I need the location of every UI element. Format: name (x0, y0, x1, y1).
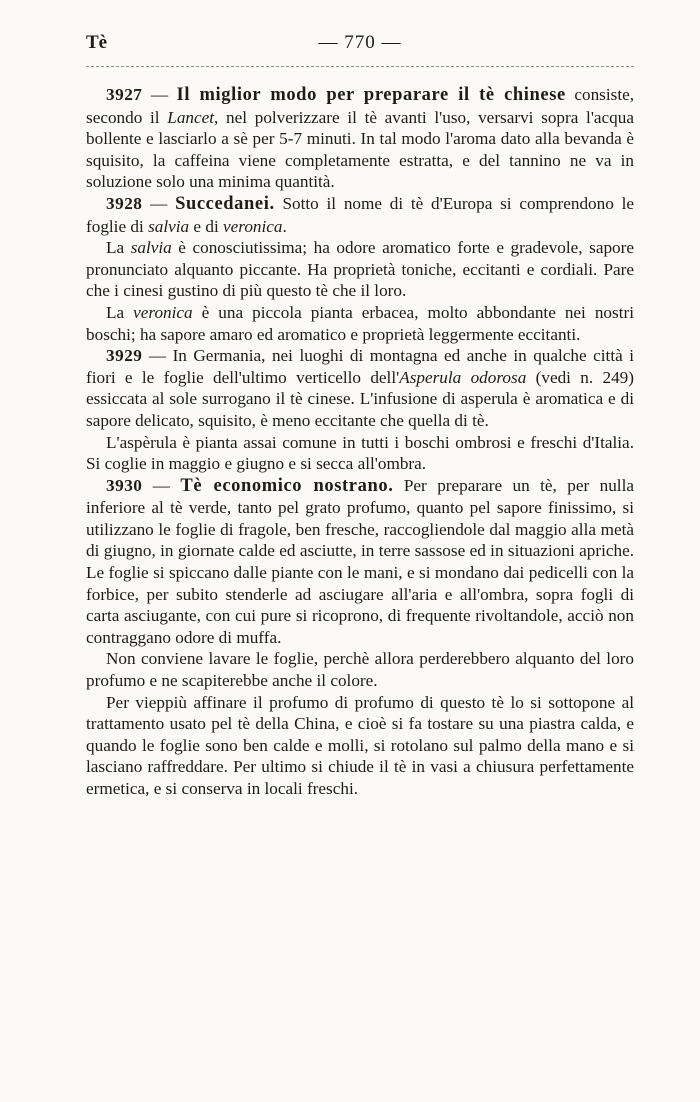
paragraph-text: è conosciutissima; ha odore aromatico forte e gradevole, sapore pronunciato alquanto piccante. Ha proprietà toniche, eccitanti e cordiali. Pare che i cinesi gustino di più questo tè che il loro. (86, 238, 634, 301)
entry-number: 3930 (106, 475, 143, 495)
paragraph-text-italic: veronica (133, 302, 193, 322)
entry-text-italic: Lancet (167, 107, 215, 127)
entry-3930 (86, 475, 634, 649)
entry-text-italic: Asperula odorosa (399, 367, 527, 387)
entry-separator: — (142, 475, 181, 495)
page-header (86, 32, 634, 58)
entry-separator: — (142, 85, 177, 104)
paragraph-salvia (86, 237, 634, 302)
paragraph-text: Non conviene lavare le foglie, perchè allora perderebbero alquanto del loro profumo e ne scapiterebbe anche il colore. (86, 649, 634, 691)
paragraph-veronica (86, 302, 634, 345)
entry-separator: — (142, 346, 173, 366)
entry-3928 (86, 193, 634, 237)
entry-heading: Succedanei. (175, 193, 275, 214)
entry-text: , nel polverizzare il tè avanti l'uso, versarvi sopra l'acqua bollente e lasciarlo a sè per 5-7 minuti. In tal modo l'aroma dato alla bevanda è squisito, la caffeina viene completamente estratta, e del tannino ne va in soluzione solo una minima quantità. (86, 107, 635, 192)
entry-number: 3927 (106, 85, 143, 104)
entry-number: 3929 (106, 346, 143, 366)
page-number: — 770 — (318, 32, 402, 53)
paragraph-text-italic: salvia (130, 238, 172, 258)
entry-text: Sotto il nome di tè d'Europa si comprendono le foglie di (86, 193, 634, 236)
paragraph-text: Per vieppiù affinare il profumo di profumo di questo tè lo si sottopone al trattamento usato pel tè della China, e cioè si fa tostare su una piastra calda, e quando le foglie sono ben calde e molli, si rotolano sul palmo della mano e si lasciano raffreddare. Per ultimo si chiude il tè in vasi a chiusura perfettamente ermetica, e si conserva in locali freschi. (86, 692, 634, 798)
paragraph-text: è una piccola pianta erbacea, molto abbondante nei nostri boschi; ha sapore amaro ed aromatico e proprietà leggermente eccitanti. (86, 302, 634, 344)
paragraph-text: L'aspèrula è pianta assai comune in tutti i boschi ombrosi e freschi d'Italia. Si coglie in maggio e giugno e si secca all'ombra. (86, 432, 634, 474)
entry-text-italic: salvia (148, 216, 190, 236)
entry-text: . (282, 216, 287, 236)
entry-text-italic: veronica (223, 216, 283, 236)
paragraph-lavare (86, 648, 634, 691)
entry-number: 3928 (106, 193, 143, 213)
entry-3927 (86, 84, 634, 193)
entry-heading: Il miglior modo per preparare il tè chinese (176, 85, 566, 105)
entry-text: Per preparare un tè, per nulla inferiore al tè verde, tanto pel grato profumo, quanto pel sapore finissimo, si utilizzano le foglie di fragole, ben fresche, raccogliendole dal maggio alla metà di giugno, in giornate calde ed asciutte, in terre sassose ed in situazioni apriche. Le foglie si spiccano dalle piante con le mani, e si mondano dai pedicelli con la forbice, per subito stenderle ad asciugare all'aria e all'ombra, sopra fogli di carta asciugante, con cui pure si ricoprono, di frequente rivoltandole, acciò non contraggano odore di muffa. (86, 475, 634, 647)
entry-heading: Tè economico nostrano. (180, 475, 394, 496)
entry-3929 (86, 345, 634, 431)
header-rule (86, 66, 634, 67)
entry-text: e di (189, 216, 224, 236)
paragraph-text: La (106, 238, 131, 258)
entry-separator: — (142, 193, 176, 213)
page-body (86, 84, 634, 800)
entry-text: consiste, secondo il (86, 85, 635, 127)
running-head: Tè (86, 32, 108, 53)
paragraph-asperula (86, 432, 634, 475)
paragraph-affinare (86, 692, 634, 800)
entry-text: (vedi n. 249) essiccata al sole surrogano il tè cinese. L'infusione di asperula è aromatica e di sapore delicato, squisito, è meno eccitante che quella di tè. (86, 367, 635, 430)
entry-text: In Germania, nei luoghi di montagna ed anche in qualche città i fiori e le foglie dell'ultimo verticello dell' (86, 346, 634, 387)
paragraph-text: La (106, 302, 134, 322)
